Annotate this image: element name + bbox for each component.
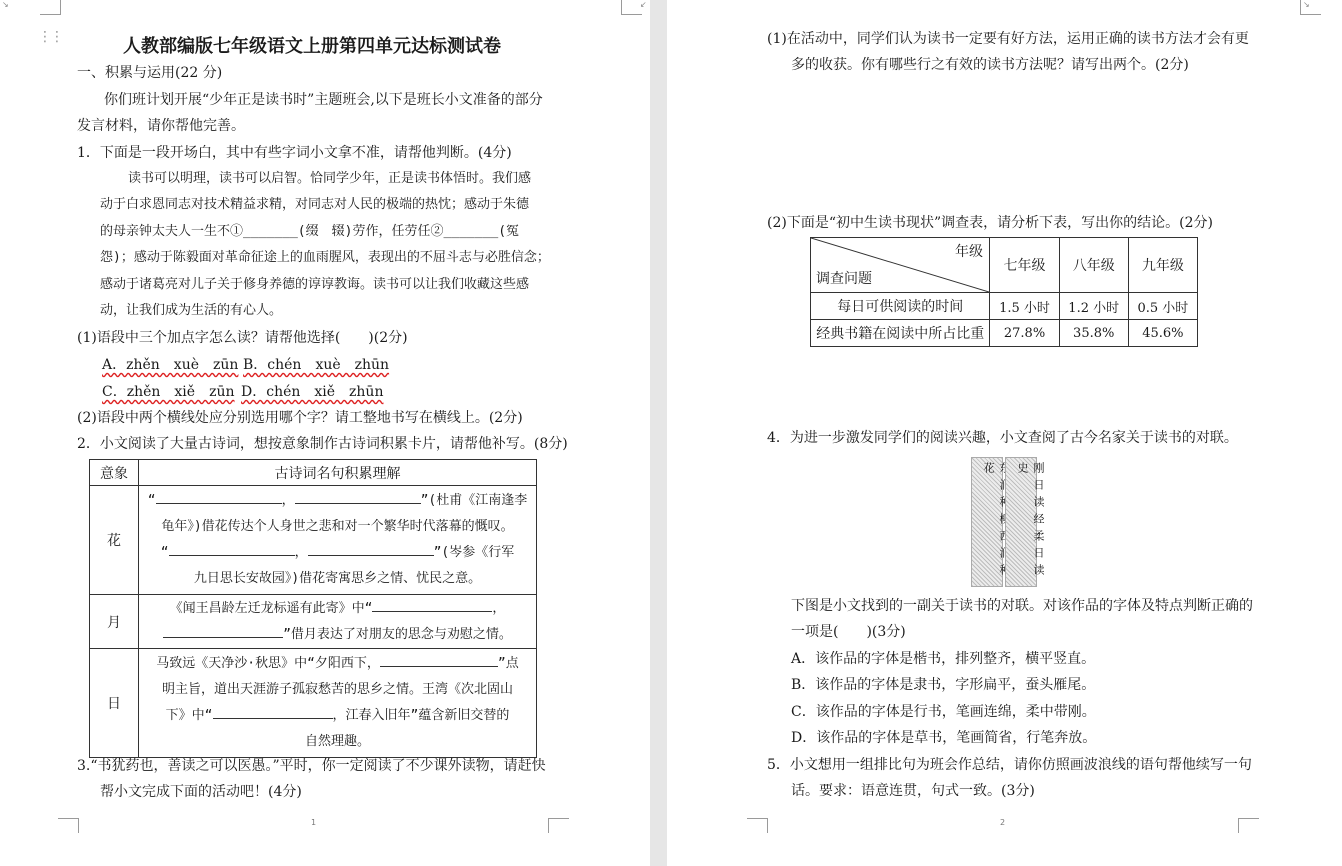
grade-header: 八年级: [1059, 238, 1128, 293]
pinyin-text: D．chén xiě zhūn: [241, 384, 384, 400]
corner-label: 调查问题: [816, 271, 872, 287]
option-d: [241, 379, 383, 405]
cell-text: ，: [294, 545, 308, 560]
cell-line: [145, 651, 530, 677]
question-3-2: (2)下面是“初中生读书现状”调查表，请分析下表，写出你的结论。(2分): [767, 215, 1213, 231]
cell-line: [145, 622, 530, 648]
table-cell: 0.5 小时: [1128, 293, 1197, 320]
question-5: 5．小文想用一组排比句为班会作总结，请你仿照画波浪线的语句帮他续写一句: [767, 757, 1252, 773]
row-label: 经典书籍在阅读中所占比重: [811, 320, 990, 347]
table-cell: [139, 595, 537, 649]
couplet-scroll-right: [1005, 457, 1045, 587]
table-cell: 1.2 小时: [1059, 293, 1128, 320]
corner-arrow-icon: ↘: [1303, 0, 1310, 9]
intro-line: 发言材料，请你帮他完善。: [77, 118, 245, 134]
cell-text: ”(杜甫《江南逢李: [420, 493, 528, 508]
table-cell: [139, 649, 537, 758]
passage-line: 感动于诸葛亮对儿子关于修身养德的谆谆教诲。读书可以让我们收藏这些感: [100, 277, 530, 292]
table-header: 古诗词名句积累理解: [139, 460, 537, 486]
page-number: 2: [1000, 818, 1006, 827]
blank-line[interactable]: [308, 541, 434, 556]
row-label: 每日可供阅读的时间: [811, 293, 990, 320]
crop-mark: [548, 818, 569, 833]
cell-line: [145, 703, 530, 729]
cell-text: ”点: [497, 656, 519, 671]
corner-arrow-icon: ↘: [2, 0, 9, 9]
question-4-desc: 下图是小文找到的一副关于读书的对联。对该作品的字体及特点判断正确的: [791, 598, 1253, 614]
option-d: D．该作品的字体是草书，笔画简省，行笔奔放。: [791, 730, 1097, 746]
couplet-text: 花: [982, 462, 995, 479]
option-a: [102, 352, 238, 378]
question-3: 3.“书犹药也，善读之可以医愚。”平时，你一定阅读了不少课外读物，请赶快: [77, 758, 546, 774]
crop-mark: [58, 818, 79, 833]
cell-text: “: [147, 493, 156, 508]
survey-table: [810, 237, 1198, 347]
section-heading: 一、积累与运用(22 分): [77, 65, 223, 81]
cell-line: [145, 596, 530, 622]
grade-header: 七年级: [990, 238, 1059, 293]
grade-header: 九年级: [1128, 238, 1197, 293]
question-3-1: (1)在活动中，同学们认为读书一定要有好方法，运用正确的读书方法才会有更: [767, 31, 1249, 47]
option-a: A．该作品的字体是楷书，排列整齐，横平竖直。: [791, 651, 1096, 667]
passage-line: 怨)；感动于陈毅面对革命征途上的血雨腥风，表现出的不屈斗志与必胜信念；: [100, 250, 550, 265]
question-1-2: (2)语段中两个横线处应分别选用哪个字？请工整地书写在横线上。(2分): [77, 410, 523, 426]
question-1: 1．下面是一段开场白，其中有些字词小文拿不准，请帮他判断。(4分): [77, 145, 512, 161]
blank-line[interactable]: [380, 652, 498, 667]
passage-line: 动于白求恩同志对技术精益求精，对同志对人民的极端的热忱；感动于朱德: [100, 197, 530, 212]
page-number: 1: [311, 818, 317, 827]
option-b: B．该作品的字体是隶书，字形扁平，蚕头雁尾。: [791, 677, 1096, 693]
question-5: 话。要求：语意连贯，句式一致。(3分): [791, 783, 1035, 799]
blank-line[interactable]: [213, 704, 333, 719]
table-cell: 月: [90, 595, 139, 649]
pinyin-text: A．zhěn xuè zūn: [102, 357, 239, 373]
table-header: 意象: [90, 460, 139, 486]
question-3: 帮小文完成下面的活动吧！(4分): [100, 784, 302, 800]
table-cell: 日: [90, 649, 139, 758]
blank-line[interactable]: [372, 597, 492, 612]
page-title: 人教部编版七年级语文上册第四单元达标测试卷: [123, 36, 501, 57]
cell-text: 下》中“: [165, 708, 213, 723]
table-cell: 1.5 小时: [990, 293, 1059, 320]
cell-text: ，江春入旧年”蕴含新旧交替的: [332, 708, 510, 723]
table-cell: 45.6%: [1128, 320, 1197, 347]
page-2: [667, 0, 1342, 866]
page-gutter: [650, 0, 667, 866]
cell-text: ”(岑参《行军: [433, 545, 515, 560]
option-c: C．该作品的字体是行书，笔画连绵，柔中带刚。: [791, 704, 1096, 720]
poetry-card-table: [89, 459, 537, 758]
passage-line: 动，让我们成为生活的有心人。: [100, 303, 283, 318]
intro-line: 你们班计划开展“少年正是读书时”主题班会,以下是班长小文准备的部分: [104, 92, 543, 108]
table-cell: 35.8%: [1059, 320, 1128, 347]
cell-line: [145, 488, 530, 514]
couplet-text: 刚日读经柔日读史: [1016, 462, 1045, 581]
table-cell: [139, 486, 537, 595]
crop-mark: [621, 0, 642, 15]
drag-handle-icon[interactable]: ⋮⋮: [38, 29, 62, 45]
diagonal-header-cell: [811, 238, 990, 293]
passage-line: 的母亲钟太夫人一生不①_______(缀 辍)劳作，任劳任②_______(冤: [100, 224, 520, 239]
cell-line: 自然理趣。: [304, 734, 370, 749]
cell-text: ，: [281, 493, 295, 508]
passage-line: 读书可以明理，读书可以启智。恰同学少年，正是读书体悟时。我们感: [128, 171, 532, 186]
cell-line: 明主旨，道出天涯游子孤寂愁苦的思乡之情。王湾《次北固山: [161, 682, 513, 697]
blank-line[interactable]: [156, 489, 282, 504]
cell-text: ”借月表达了对朋友的思念与劝慰之情。: [283, 626, 512, 642]
question-1-1: (1)语段中三个加点字怎么读？请帮他选择( )(2分): [77, 330, 408, 346]
crop-mark: [747, 818, 768, 833]
table-cell: 花: [90, 486, 139, 595]
question-4-desc: 一项是( )(3分): [791, 624, 906, 640]
cell-text: 《闻王昌龄左迁龙标遥有此寄》中“: [169, 600, 373, 616]
cell-line: [145, 540, 530, 566]
crop-mark: [1238, 818, 1259, 833]
page-1: [0, 0, 650, 866]
cell-line: 九日思长安故园》)借花寄寓思乡之情、忧民之意。: [193, 571, 482, 586]
question-4: 4．为进一步激发同学们的阅读兴趣，小文查阅了古今名家关于读书的对联。: [767, 430, 1238, 446]
pinyin-text: B．chén xuè zhūn: [243, 357, 390, 373]
cell-text: 马致远《天净沙·秋思》中“夕阳西下，: [156, 656, 380, 671]
corner-arrow-icon: ↙: [640, 0, 647, 9]
cell-line: 龟年》)借花传达个人身世之悲和对一个繁华时代落幕的慨叹。: [161, 519, 514, 534]
couplet-scroll-left: [971, 457, 1003, 587]
question-2: 2．小文阅读了大量古诗词，想按意象制作古诗词积累卡片，请帮他补写。(8分): [77, 436, 568, 452]
pinyin-text: C．zhěn xiě zūn: [102, 384, 235, 400]
blank-line[interactable]: [169, 541, 295, 556]
blank-line[interactable]: [295, 489, 421, 504]
option-b: [243, 352, 389, 378]
cell-text: “: [160, 545, 169, 560]
crop-mark: [40, 0, 61, 15]
cell-text: ，: [492, 600, 506, 616]
blank-line[interactable]: [163, 623, 283, 638]
corner-label: 年级: [955, 244, 983, 260]
question-3-1: 多的收获。你有哪些行之有效的读书方法呢？请写出两个。(2分): [791, 57, 1189, 73]
table-cell: 27.8%: [990, 320, 1059, 347]
option-c: [102, 379, 234, 405]
